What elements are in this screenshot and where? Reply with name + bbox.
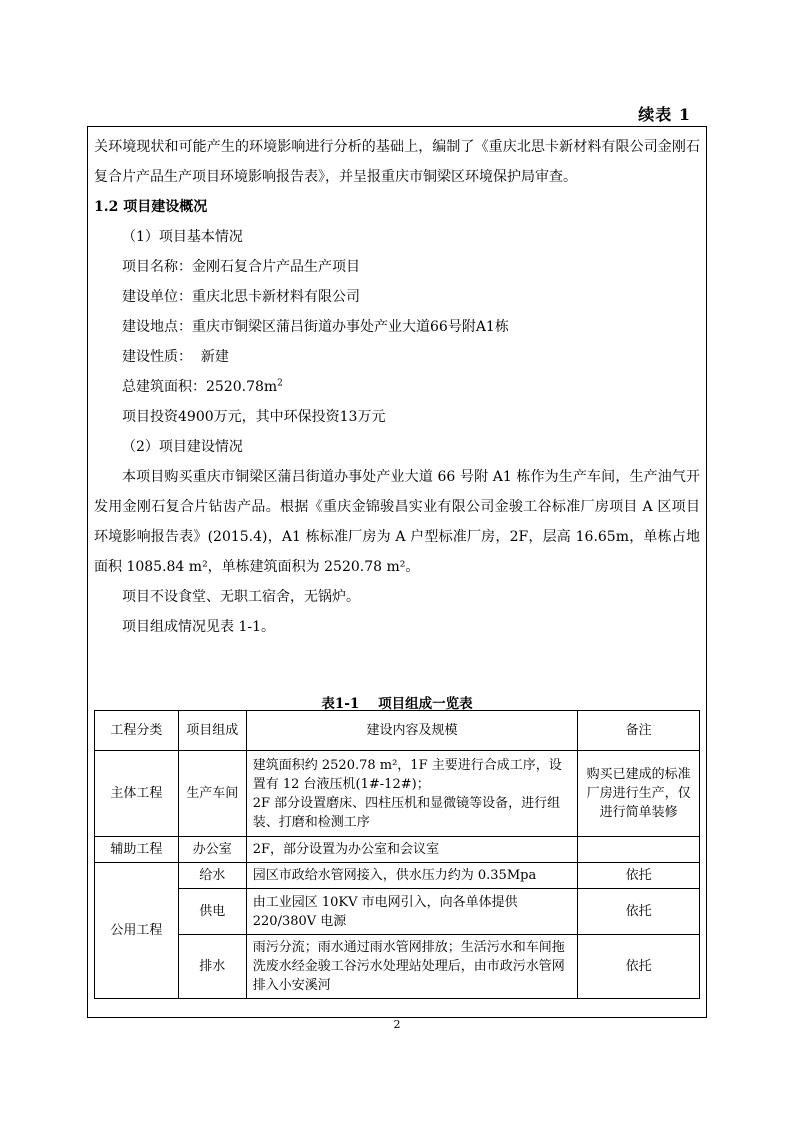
continued-table-label: 续表 1 (638, 105, 691, 124)
cell-main-category: 主体工程 (95, 751, 179, 837)
cell-aux-content: 2F，部分设置为办公室和会议室 (246, 837, 577, 863)
construction-unit-line: 建设单位：重庆北思卡新材料有限公司 (122, 289, 360, 305)
cell-main-item: 生产车间 (178, 751, 246, 837)
cell-water-item: 给水 (178, 863, 246, 889)
header-item: 项目组成 (178, 711, 246, 751)
table-row (95, 751, 700, 837)
construction-site-line: 建设地点：重庆市铜梁区蒲吕街道办事处产业大道66号附A1栋 (122, 319, 509, 335)
section-title: 1.2 项目建设概况 (94, 199, 208, 215)
cell-aux-remark (578, 837, 700, 863)
investment-line: 项目投资4900万元，其中环保投资13万元 (122, 409, 386, 425)
header-remark: 备注 (578, 711, 700, 751)
header-content: 建设内容及规模 (246, 711, 577, 751)
header-category: 工程分类 (95, 711, 179, 751)
total-area-text: 总建筑面积：2520.78m (122, 379, 278, 395)
table-row (95, 863, 700, 889)
project-composition-table (94, 710, 700, 999)
cell-water-remark: 依托 (578, 863, 700, 889)
total-area-superscript: 2 (277, 378, 283, 389)
total-area-line (94, 372, 700, 402)
main-content-line-1: 建筑面积约 2520.78 m²，1F 主要进行合成工序，设置有 12 台液压机(1#-12#)； (252, 757, 562, 792)
table-row (95, 889, 700, 935)
cell-main-remark: 购买已建成的标准厂房进行生产，仅进行简单装修 (578, 751, 700, 837)
cell-public-category: 公用工程 (95, 863, 179, 999)
cell-aux-item: 办公室 (178, 837, 246, 863)
no-canteen-line: 项目不设食堂、无职工宿舍，无锅炉。 (122, 589, 360, 605)
cell-power-content: 由工业园区 10KV 市电网引入，向各单体提供 220/380V 电源 (246, 889, 577, 935)
construction-paragraph: 本项目购买重庆市铜梁区蒲吕街道办事处产业大道 66 号附 A1 栋作为生产车间，生产油气开发用金刚石复合片钻齿产品。根据《重庆金锦骏昌实业有限公司金骏工谷标准厂房项目 A 区项目环境影响报告表》(2015.4)，A1 栋标准厂房为 A 户型标准厂房，2F，层高 16.65m，单栋占地面积 1085.84 m²，单栋建筑面积为 2520.78 m²。 (94, 469, 700, 575)
construction-nature-line: 建设性质： 新建 (122, 349, 229, 365)
cell-power-remark: 依托 (578, 889, 700, 935)
document-body (94, 132, 700, 642)
cell-aux-category: 辅助工程 (95, 837, 179, 863)
page-number: 2 (393, 1018, 401, 1031)
cell-water-content: 园区市政给水管网接入，供水压力约为 0.35Mpa (246, 863, 577, 889)
see-table-line: 项目组成情况见表 1-1。 (122, 619, 275, 635)
cell-power-item: 供电 (178, 889, 246, 935)
table-header-row (95, 711, 700, 751)
cell-drain-content: 雨污分流；雨水通过雨水管网排放；生活污水和车间拖洗废水经金骏工谷污水处理站处理后，由市政污水管网排入小安溪河 (246, 935, 577, 999)
table-row (95, 935, 700, 999)
cell-drain-remark: 依托 (578, 935, 700, 999)
intro-paragraph: 关环境现状和可能产生的环境影响进行分析的基础上，编制了《重庆北思卡新材料有限公司金刚石复合片产品生产项目环境影响报告表》，并呈报重庆市铜梁区环境保护局审查。 (94, 139, 700, 185)
subsection-basic-info: （1）项目基本情况 (122, 229, 243, 245)
subsection-construction: （2）项目建设情况 (122, 439, 243, 455)
table-row (95, 837, 700, 863)
main-content-line-2: 2F 部分设置磨床、四柱压机和显微镜等设备，进行组装、打磨和检测工序 (252, 795, 561, 830)
table-caption: 表1-1 项目组成一览表 (321, 696, 473, 712)
project-name-line: 项目名称：金刚石复合片产品生产项目 (122, 259, 360, 275)
cell-drain-item: 排水 (178, 935, 246, 999)
cell-main-content (246, 751, 577, 837)
